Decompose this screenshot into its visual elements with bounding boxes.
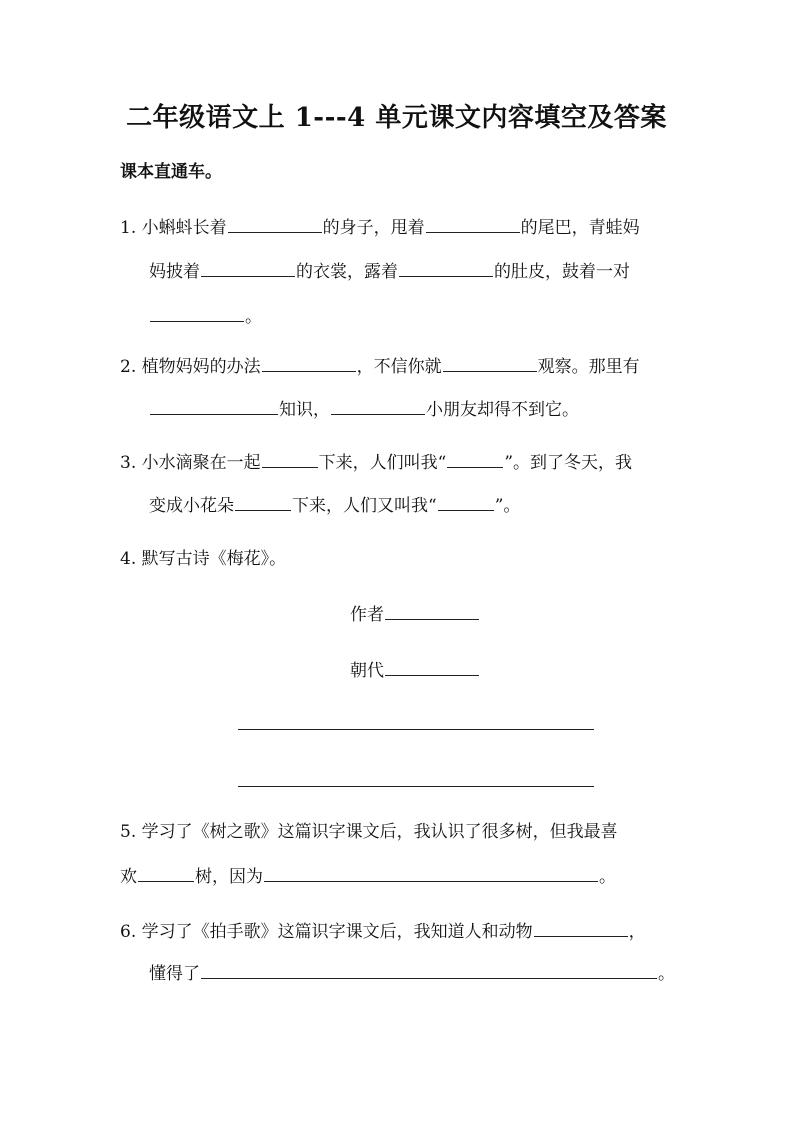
question-2-line-1 [120,351,640,381]
question-1-line-3 [149,301,262,331]
question-number: 5. [120,822,137,842]
question-text: 欢 [120,867,137,887]
question-5-line-1 [120,818,618,846]
question-text: 的衣裳，露着 [296,262,398,282]
question-number: 4. [120,549,137,569]
fill-blank[interactable] [331,394,425,415]
question-text: 变成小花朵 [149,496,234,516]
question-text: 植物妈妈的办法 [141,357,261,377]
fill-blank[interactable] [262,447,318,468]
question-number: 6. [120,922,137,942]
question-3-line-1 [120,447,632,477]
question-text: 懂得了 [149,964,200,984]
question-number: 2. [120,357,137,377]
question-text: 下来，人们叫我“ [318,453,447,473]
question-text: 小蝌蚪长着 [141,218,227,238]
question-text: 默写古诗《梅花》。 [141,549,287,569]
question-text: 知识， [279,400,330,420]
fill-blank[interactable] [385,655,479,676]
question-text: 树，因为 [195,867,263,887]
fill-blank[interactable] [262,351,356,372]
question-text: ，不信你就 [356,357,442,377]
question-text: 的身子，甩着 [322,218,425,238]
question-3-line-2 [149,490,520,520]
question-text: 小水滴聚在一起 [141,453,261,473]
dynasty-label: 朝代 [350,661,384,681]
fill-blank[interactable] [399,256,493,277]
page-title: 二年级语文上 1---4 单元课文内容填空及答案 [126,103,667,133]
question-text: 妈披着 [149,262,200,282]
fill-blank[interactable] [534,916,628,937]
author-label: 作者 [350,605,384,625]
question-1-line-1 [120,212,640,242]
question-1-line-2 [149,256,630,286]
fill-blank[interactable] [426,212,520,233]
poem-dynasty-line [350,655,480,685]
question-text: 的尾巴，青蛙妈 [520,218,640,238]
question-text: ， [628,922,646,942]
fill-blank[interactable] [447,447,503,468]
section-heading: 课本直通车。 [120,162,222,182]
question-text: 。 [599,867,616,887]
question-6-line-2 [149,958,675,988]
fill-blank[interactable] [138,861,194,882]
poem-answer-line[interactable] [238,786,594,787]
fill-blank[interactable] [264,861,598,882]
fill-blank[interactable] [235,490,291,511]
question-5-line-2 [120,861,616,891]
question-text: 。 [245,307,262,327]
fill-blank[interactable] [201,256,295,277]
question-text: 。 [658,964,675,984]
fill-blank[interactable] [150,394,278,415]
fill-blank[interactable] [228,212,322,233]
question-2-line-2 [149,394,579,424]
fill-blank[interactable] [443,351,537,372]
question-text: 下来，人们又叫我“ [292,496,437,516]
question-4-line-1 [120,545,286,573]
question-text: 的肚皮，鼓着一对 [494,262,630,282]
question-text: ”。到了冬天，我 [504,453,633,473]
fill-blank[interactable] [385,599,479,620]
fill-blank[interactable] [438,490,494,511]
question-text: 学习了《树之歌》这篇识字课文后，我认识了很多树，但我最喜 [141,822,618,842]
question-text: ”。 [494,496,521,516]
poem-answer-line[interactable] [238,729,594,730]
question-text: 观察。那里有 [537,357,640,377]
question-number: 3. [120,453,137,473]
fill-blank[interactable] [201,958,657,979]
question-text: 学习了《拍手歌》这篇识字课文后，我知道人和动物 [141,922,533,942]
question-text: 小朋友却得不到它。 [426,400,579,420]
question-6-line-1 [120,916,646,946]
poem-author-line [350,599,480,629]
fill-blank[interactable] [150,301,244,322]
question-number: 1. [120,218,137,238]
